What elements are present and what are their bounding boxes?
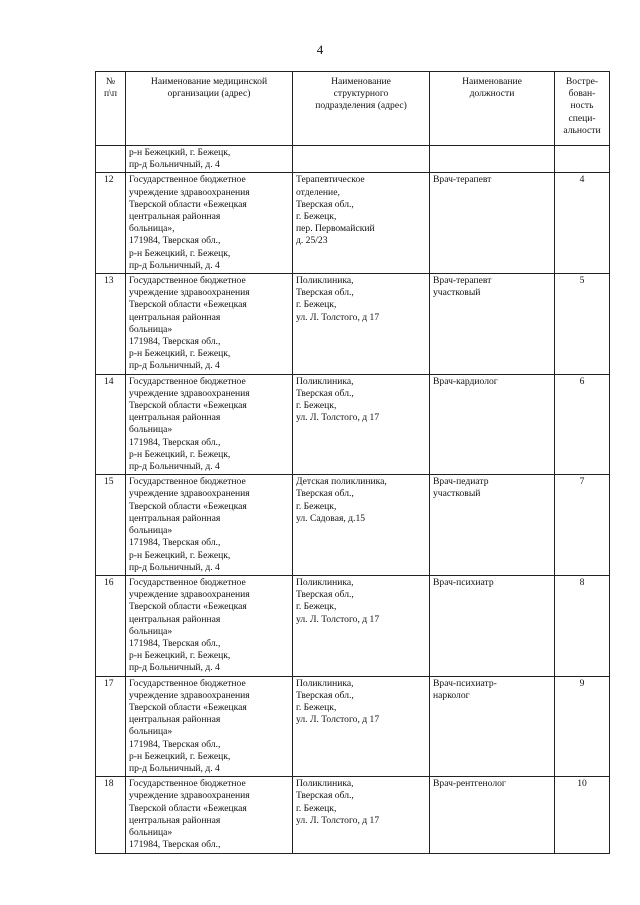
row-organization: Государственное бюджетное учреждение здравоохранения Тверской области «Бежецкая центральная районная больница» 171984, Тверская обл., р-н Бежецкий, г. Бежецк, пр-д Больничный, д. 4 bbox=[126, 374, 293, 475]
continuation-position bbox=[430, 146, 555, 173]
row-organization: Государственное бюджетное учреждение здравоохранения Тверской области «Бежецкая центральная районная больница» 171984, Тверская обл., р-н Бежецкий, г. Бежецк, пр-д Больничный, д. 4 bbox=[126, 575, 293, 676]
row-demand: 9 bbox=[555, 676, 610, 777]
row-department: Поликлиника, Тверская обл., г. Бежецк, ул. Л. Толстого, д 17 bbox=[293, 575, 430, 676]
header-department: Наименование структурного подразделения (адрес) bbox=[293, 72, 430, 146]
row-num: 13 bbox=[96, 274, 126, 375]
row-department: Терапевтическое отделение, Тверская обл., г. Бежецк, пер. Первомайский д. 25/23 bbox=[293, 173, 430, 274]
row-organization: Государственное бюджетное учреждение здравоохранения Тверской области «Бежецкая центральная районная больница» 171984, Тверская обл., bbox=[126, 777, 293, 854]
table-row bbox=[96, 575, 610, 676]
row-organization: Государственное бюджетное учреждение здравоохранения Тверской области «Бежецкая центральная районная больница» 171984, Тверская обл., р-н Бежецкий, г. Бежецк, пр-д Больничный, д. 4 bbox=[126, 676, 293, 777]
row-organization: Государственное бюджетное учреждение здравоохранения Тверской области «Бежецкая центральная районная больница», 171984, Тверская обл., р-н Бежецкий, г. Бежецк, пр-д Больничный, д. 4 bbox=[126, 173, 293, 274]
row-position: Врач-педиатр участковый bbox=[430, 475, 555, 576]
row-num: 16 bbox=[96, 575, 126, 676]
row-position: Врач-психиатр- нарколог bbox=[430, 676, 555, 777]
row-demand: 8 bbox=[555, 575, 610, 676]
row-num: 12 bbox=[96, 173, 126, 274]
continuation-demand bbox=[555, 146, 610, 173]
row-department: Поликлиника, Тверская обл., г. Бежецк, ул. Л. Толстого, д 17 bbox=[293, 274, 430, 375]
row-demand: 7 bbox=[555, 475, 610, 576]
table-row bbox=[96, 676, 610, 777]
row-organization: Государственное бюджетное учреждение здравоохранения Тверской области «Бежецкая центральная районная больница» 171984, Тверская обл., р-н Бежецкий, г. Бежецк, пр-д Больничный, д. 4 bbox=[126, 274, 293, 375]
row-organization: Государственное бюджетное учреждение здравоохранения Тверской области «Бежецкая центральная районная больница» 171984, Тверская обл., р-н Бежецкий, г. Бежецк, пр-д Больничный, д. 4 bbox=[126, 475, 293, 576]
row-position: Врач-терапевт участковый bbox=[430, 274, 555, 375]
header-num: № п\п bbox=[96, 72, 126, 146]
row-num: 15 bbox=[96, 475, 126, 576]
header-position: Наименование должности bbox=[430, 72, 555, 146]
row-position: Врач-терапевт bbox=[430, 173, 555, 274]
row-demand: 10 bbox=[555, 777, 610, 854]
header-demand: Востре- бован- ность специ- альности bbox=[555, 72, 610, 146]
row-position: Врач-рентгенолог bbox=[430, 777, 555, 854]
table-row bbox=[96, 173, 610, 274]
row-num: 17 bbox=[96, 676, 126, 777]
table-row bbox=[96, 374, 610, 475]
continuation-organization: р-н Бежецкий, г. Бежецк, пр-д Больничный, д. 4 bbox=[126, 146, 293, 173]
row-department: Поликлиника, Тверская обл., г. Бежецк, ул. Л. Толстого, д 17 bbox=[293, 777, 430, 854]
row-num: 14 bbox=[96, 374, 126, 475]
table-row bbox=[96, 777, 610, 854]
row-demand: 5 bbox=[555, 274, 610, 375]
row-position: Врач-психиатр bbox=[430, 575, 555, 676]
table-row bbox=[96, 475, 610, 576]
row-department: Поликлиника, Тверская обл., г. Бежецк, ул. Л. Толстого, д 17 bbox=[293, 676, 430, 777]
page-number: 4 bbox=[316, 42, 324, 57]
header-organization: Наименование медицинской организации (адрес) bbox=[126, 72, 293, 146]
row-department: Поликлиника, Тверская обл., г. Бежецк, ул. Л. Толстого, д 17 bbox=[293, 374, 430, 475]
row-position: Врач-кардиолог bbox=[430, 374, 555, 475]
row-department: Детская поликлиника, Тверская обл., г. Бежецк, ул. Садовая, д.15 bbox=[293, 475, 430, 576]
row-demand: 6 bbox=[555, 374, 610, 475]
table-header-row bbox=[96, 72, 610, 146]
continuation-num bbox=[96, 146, 126, 173]
continuation-department bbox=[293, 146, 430, 173]
row-num: 18 bbox=[96, 777, 126, 854]
continuation-row bbox=[96, 146, 610, 173]
table-row bbox=[96, 274, 610, 375]
row-demand: 4 bbox=[555, 173, 610, 274]
specialists-table bbox=[95, 71, 610, 854]
